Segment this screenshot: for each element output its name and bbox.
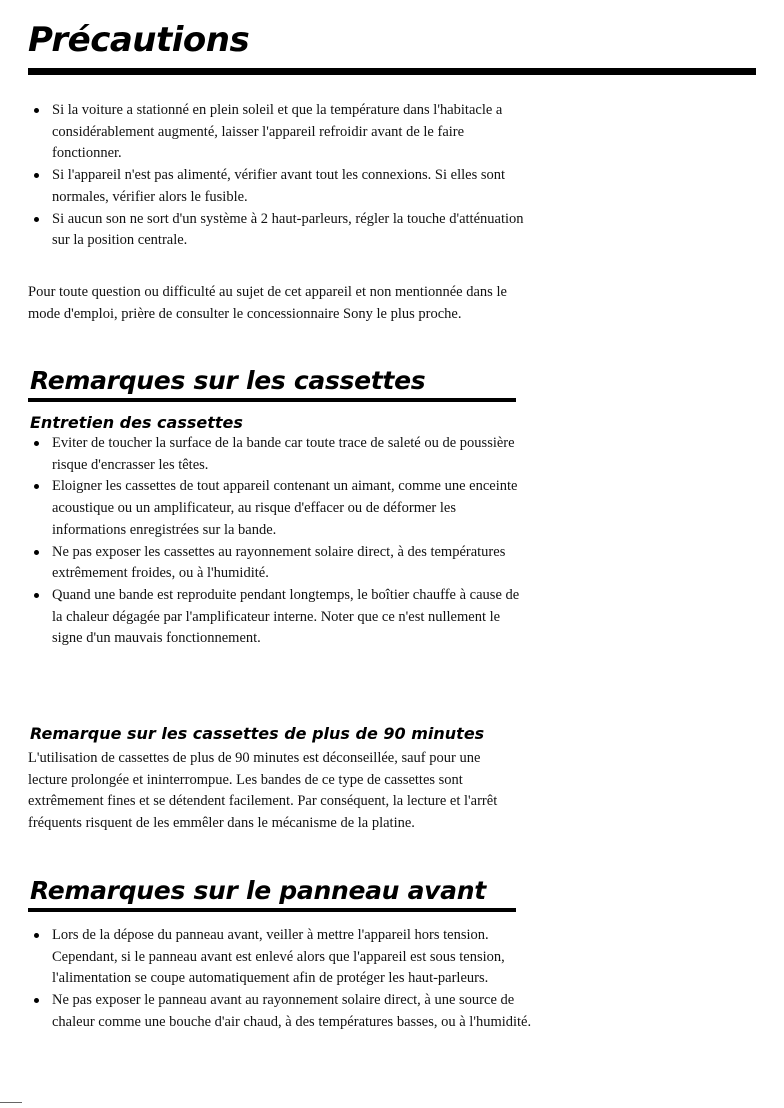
- title-rule: [28, 68, 756, 75]
- list-item: Quand une bande est reproduite pendant longtemps, le boîtier chauffe à cause de la chaleur dégagée par l'amplificateur interne. Noter que ce n'est nullement le signe d'un mauvais fonctionnement.: [32, 585, 532, 650]
- list-item: Ne pas exposer le panneau avant au rayonnement solaire direct, à une source de chaleur comme une bouche d'air chaud, à des températures basses, ou à l'humidité.: [32, 990, 532, 1033]
- bullet-icon: [34, 933, 39, 938]
- page-title: Précautions: [28, 20, 250, 60]
- front-panel-rule: [28, 908, 516, 912]
- intro-paragraph: Pour toute question ou difficulté au sujet de cet appareil et non mentionnée dans le mode d'emploi, prière de consulter le concessionnaire Sony le plus proche.: [28, 284, 507, 322]
- list-item: Eviter de toucher la surface de la bande car toute trace de saleté ou de poussière risque d'encrasser les têtes.: [32, 433, 532, 476]
- bullet-icon: [34, 484, 39, 489]
- list-item: Si la voiture a stationné en plein soleil et que la température dans l'habitacle a considérablement augmenté, laisser l'appareil refroidir avant de le faire fonctionner.: [32, 100, 532, 165]
- long-cassettes-paragraph: L'utilisation de cassettes de plus de 90 minutes est déconseillée, sauf pour une lecture prolongée et ininterrompue. Les bandes de ce type de cassettes sont extrêmement fines et se détendent facilement. Par conséquent, la lecture et l'arrêt fréquents risquent de les emmêler dans le mécanisme de la platine.: [28, 750, 498, 832]
- cassette-care-list: [32, 433, 532, 650]
- precautions-list: [32, 100, 532, 252]
- list-item: Si aucun son ne sort d'un système à 2 haut-parleurs, régler la touche d'atténuation sur la position centrale.: [32, 209, 532, 252]
- bullet-icon: [34, 998, 39, 1003]
- cassette-care-subtitle: Entretien des cassettes: [30, 413, 243, 432]
- front-panel-list: [32, 925, 532, 1034]
- bullet-icon: [34, 593, 39, 598]
- bullet-icon: [34, 441, 39, 446]
- cassettes-rule: [28, 398, 516, 402]
- cassettes-section-title: Remarques sur les cassettes: [30, 366, 426, 395]
- list-item: Eloigner les cassettes de tout appareil contenant un aimant, comme une enceinte acoustique ou un amplificateur, au risque d'effacer ou de déformer les informations enregistrées sur la bande.: [32, 476, 532, 541]
- bullet-icon: [34, 550, 39, 555]
- list-item: Lors de la dépose du panneau avant, veiller à mettre l'appareil hors tension. Cependant, si le panneau avant est enlevé alors que l'appareil est sous tension, l'alimentation se coupe automatiquement afin de protéger les haut-parleurs.: [32, 925, 532, 990]
- bullet-icon: [34, 217, 39, 222]
- list-item: Si l'appareil n'est pas alimenté, vérifier avant tout les connexions. Si elles sont normales, vérifier alors le fusible.: [32, 165, 532, 208]
- bullet-icon: [34, 173, 39, 178]
- bullet-icon: [34, 108, 39, 113]
- list-item: Ne pas exposer les cassettes au rayonnement solaire direct, à des températures extrêmement froides, ou à l'humidité.: [32, 542, 532, 585]
- page-edge-mark: [0, 1102, 22, 1103]
- long-cassettes-subtitle: Remarque sur les cassettes de plus de 90 minutes: [30, 724, 485, 743]
- front-panel-section-title: Remarques sur le panneau avant: [30, 876, 486, 905]
